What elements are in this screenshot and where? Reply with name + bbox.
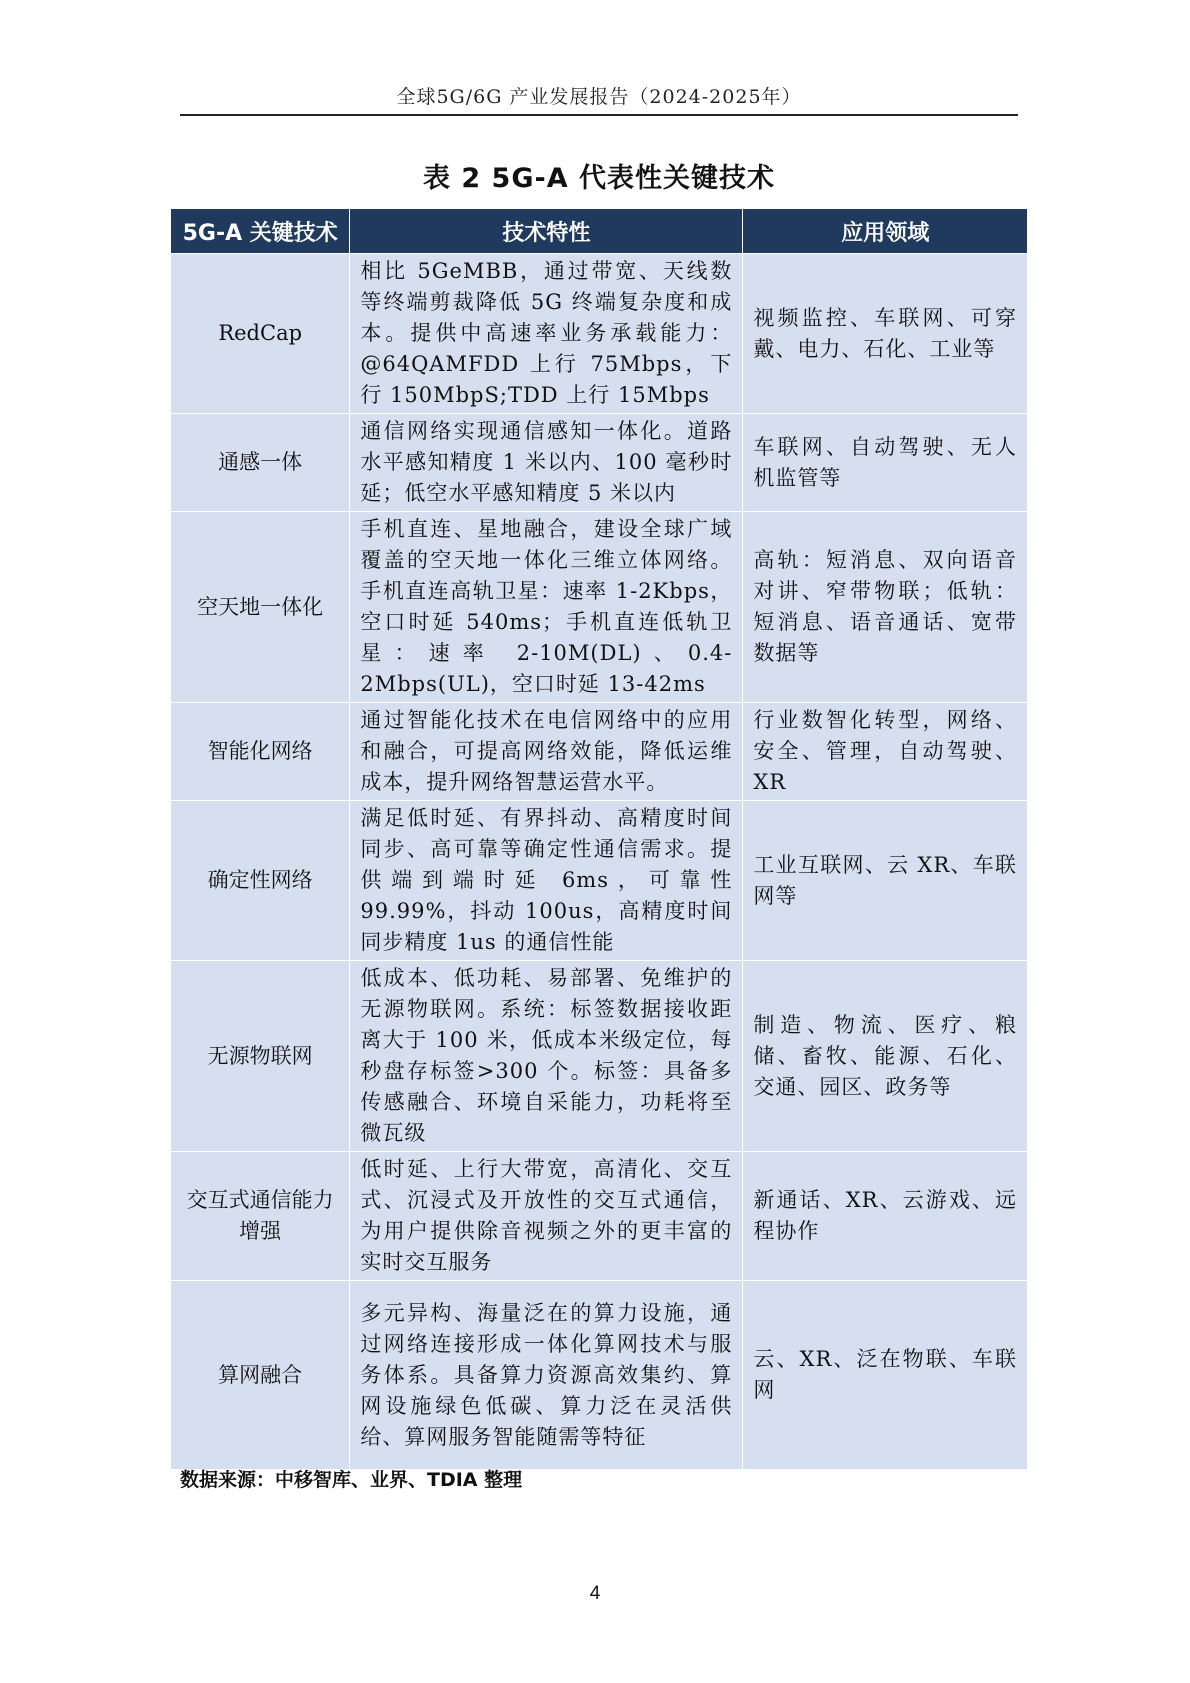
page-number: 4 xyxy=(589,1583,601,1604)
feature-cell: 多元异构、海量泛在的算力设施，通过网络连接形成一体化算网技术与服务体系。具备算力资源高效集约、算网设施绿色低碳、算力泛在灵活供给、算网服务智能随需等特征 xyxy=(350,1281,743,1470)
tech-name-cell: 交互式通信能力增强 xyxy=(171,1152,350,1281)
column-header-features: 技术特性 xyxy=(350,209,743,254)
application-cell: 行业数智化转型，网络、安全、管理，自动驾驶、XR xyxy=(743,703,1028,801)
table-row xyxy=(171,703,1028,801)
header-divider xyxy=(180,114,1018,116)
tech-name-cell: 确定性网络 xyxy=(171,801,350,961)
feature-cell: 相比 5GeMBB，通过带宽、天线数等终端剪裁降低 5G 终端复杂度和成本。提供中高速率业务承载能力：@64QAMFDD 上行 75Mbps，下行 150MbpS;TDD 上行 15Mbps xyxy=(350,254,743,414)
feature-cell: 通信网络实现通信感知一体化。道路水平感知精度 1 米以内、100 毫秒时延；低空水平感知精度 5 米以内 xyxy=(350,414,743,512)
tech-name-cell: 智能化网络 xyxy=(171,703,350,801)
tech-name-cell: 通感一体 xyxy=(171,414,350,512)
table-row xyxy=(171,254,1028,414)
tech-name-cell: RedCap xyxy=(171,254,350,414)
running-header: 全球5G/6G 产业发展报告（2024-2025年） xyxy=(396,86,802,108)
tech-name-cell: 空天地一体化 xyxy=(171,512,350,703)
table-row xyxy=(171,1281,1028,1470)
key-technology-table xyxy=(170,208,1028,1470)
feature-cell: 通过智能化技术在电信网络中的应用和融合，可提高网络效能，降低运维成本，提升网络智慧运营水平。 xyxy=(350,703,743,801)
application-cell: 新通话、XR、云游戏、远程协作 xyxy=(743,1152,1028,1281)
feature-cell: 低成本、低功耗、易部署、免维护的无源物联网。系统：标签数据接收距离大于 100 米，低成本米级定位，每秒盘存标签>300 个。标签：具备多传感融合、环境自采能力，功耗将至微瓦级 xyxy=(350,961,743,1152)
application-cell: 工业互联网、云 XR、车联网等 xyxy=(743,801,1028,961)
table-row xyxy=(171,414,1028,512)
feature-cell: 低时延、上行大带宽，高清化、交互式、沉浸式及开放性的交互式通信，为用户提供除音视频之外的更丰富的实时交互服务 xyxy=(350,1152,743,1281)
tech-name-cell: 算网融合 xyxy=(171,1281,350,1470)
table-row xyxy=(171,801,1028,961)
table-row xyxy=(171,1152,1028,1281)
table-caption: 表 2 5G-A 代表性关键技术 xyxy=(422,163,776,194)
column-header-technology: 5G-A 关键技术 xyxy=(171,209,350,254)
application-cell: 云、XR、泛在物联、车联网 xyxy=(743,1281,1028,1470)
table-header-row xyxy=(171,209,1028,254)
table-row xyxy=(171,512,1028,703)
feature-cell: 满足低时延、有界抖动、高精度时间同步、高可靠等确定性通信需求。提供端到端时延 6ms，可靠性 99.99%，抖动 100us，高精度时间同步精度 1us 的通信性能 xyxy=(350,801,743,961)
table-row xyxy=(171,961,1028,1152)
application-cell: 高轨：短消息、双向语音对讲、窄带物联；低轨：短消息、语音通话、宽带数据等 xyxy=(743,512,1028,703)
feature-cell: 手机直连、星地融合，建设全球广域覆盖的空天地一体化三维立体网络。手机直连高轨卫星：速率 1-2Kbps，空口时延 540ms；手机直连低轨卫星：速率 2-10M(DL)、0.4-2Mbps(UL)，空口时延 13-42ms xyxy=(350,512,743,703)
application-cell: 视频监控、车联网、可穿戴、电力、石化、工业等 xyxy=(743,254,1028,414)
data-source-note: 数据来源：中移智库、业界、TDIA 整理 xyxy=(180,1469,523,1491)
application-cell: 制造、物流、医疗、粮储、畜牧、能源、石化、交通、园区、政务等 xyxy=(743,961,1028,1152)
application-cell: 车联网、自动驾驶、无人机监管等 xyxy=(743,414,1028,512)
tech-name-cell: 无源物联网 xyxy=(171,961,350,1152)
column-header-applications: 应用领域 xyxy=(743,209,1028,254)
